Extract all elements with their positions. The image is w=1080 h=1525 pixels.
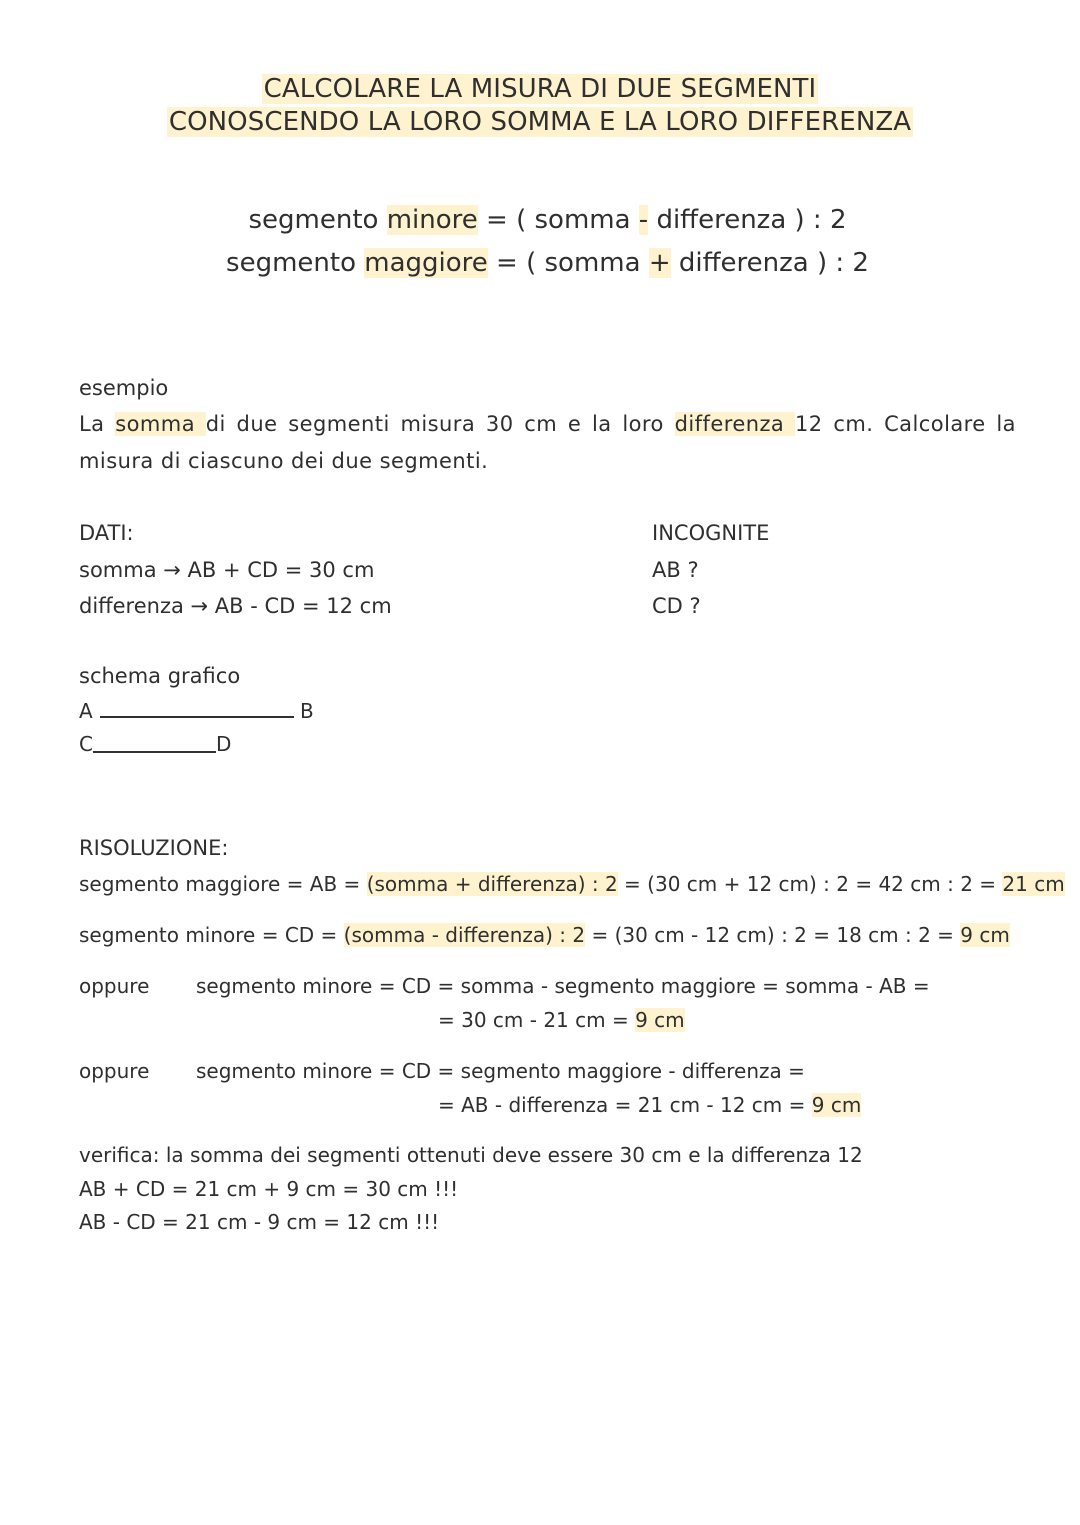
verifica-line-3: AB - CD = 21 cm - 9 cm = 12 cm !!!	[79, 1210, 440, 1234]
minore-mid: = (30 cm - 12 cm) : 2 = 18 cm : 2 =	[585, 923, 961, 947]
alt2-label: oppure	[79, 1059, 150, 1083]
example-text-2: di due segmenti misura 30 cm e la loro	[205, 412, 675, 436]
example-text-3: 12 cm. Calcolare la misura di ciascuno dei due segmenti.	[79, 412, 1017, 473]
incognite-cd: CD ?	[652, 594, 701, 618]
risoluzione-maggiore	[79, 867, 1065, 901]
segment-cd-line	[93, 751, 216, 753]
verifica-line-1: verifica: la somma dei segmenti ottenuti deve essere 30 cm e la differenza 12	[79, 1143, 863, 1167]
minore-result: 9 cm	[960, 923, 1010, 947]
formula-minor-rest: differenza ) : 2	[648, 205, 847, 235]
example-text-somma: somma	[115, 412, 206, 436]
alt1-line-2	[438, 1003, 685, 1037]
formula-minor-key: minore	[386, 205, 478, 235]
formula-major	[0, 242, 1080, 285]
formula-minor-eq: = ( somma	[477, 205, 639, 235]
dati-heading: DATI:	[79, 521, 134, 545]
formula-major-key: maggiore	[364, 248, 488, 278]
example-heading: esempio	[79, 376, 169, 400]
title-line-1-text: CALCOLARE LA MISURA DI DUE SEGMENTI	[263, 74, 817, 104]
minore-formula: (somma - differenza) : 2	[343, 923, 586, 947]
maggiore-result: 21 cm	[1002, 872, 1065, 896]
alt2-line-1: segmento minore = CD = segmento maggiore - differenza =	[196, 1059, 805, 1083]
example-text-1: La	[79, 412, 116, 436]
schema-label-d: D	[216, 732, 232, 756]
risoluzione-minore	[79, 918, 1010, 952]
formula-major-rest: differenza ) : 2	[670, 248, 869, 278]
dati-somma: somma → AB + CD = 30 cm	[79, 558, 375, 582]
formula-minor-op: -	[638, 205, 649, 235]
example-text-differenza: differenza	[674, 412, 795, 436]
example-paragraph	[79, 406, 1016, 480]
dati-differenza: differenza → AB - CD = 12 cm	[79, 594, 392, 618]
risoluzione-heading: RISOLUZIONE:	[79, 836, 229, 860]
alt1-line-2-result: 9 cm	[635, 1008, 685, 1032]
schema-heading: schema grafico	[79, 664, 241, 688]
incognite-heading: INCOGNITE	[652, 521, 770, 545]
formula-major-op: +	[648, 248, 671, 278]
schema-label-b: B	[300, 699, 314, 723]
formula-major-eq: = ( somma	[487, 248, 649, 278]
alt2-line-2	[438, 1088, 861, 1122]
alt2-line-2-pre: = AB - differenza = 21 cm - 12 cm =	[438, 1093, 812, 1117]
formula-minor	[0, 199, 1080, 242]
alt1-line-2-pre: = 30 cm - 21 cm =	[438, 1008, 636, 1032]
formula-major-prefix: segmento	[226, 248, 365, 278]
alt2-line-2-result: 9 cm	[811, 1093, 862, 1117]
schema-label-c: C	[79, 732, 93, 756]
page-title-line-1	[0, 73, 1080, 106]
maggiore-mid: = (30 cm + 12 cm) : 2 = 42 cm : 2 =	[617, 872, 1003, 896]
minore-pre: segmento minore = CD =	[79, 923, 344, 947]
verifica-line-2: AB + CD = 21 cm + 9 cm = 30 cm !!!	[79, 1177, 459, 1201]
schema-label-a: A	[79, 699, 93, 723]
maggiore-formula: (somma + differenza) : 2	[366, 872, 618, 896]
maggiore-pre: segmento maggiore = AB =	[79, 872, 367, 896]
alt1-line-1: segmento minore = CD = somma - segmento maggiore = somma - AB =	[196, 974, 930, 998]
title-line-2-text: CONOSCENDO LA LORO SOMMA E LA LORO DIFFERENZA	[168, 107, 912, 137]
page-title-line-2	[0, 106, 1080, 139]
alt1-label: oppure	[79, 974, 150, 998]
segment-ab-line	[100, 716, 294, 718]
formula-minor-prefix: segmento	[248, 205, 387, 235]
incognite-ab: AB ?	[652, 558, 699, 582]
